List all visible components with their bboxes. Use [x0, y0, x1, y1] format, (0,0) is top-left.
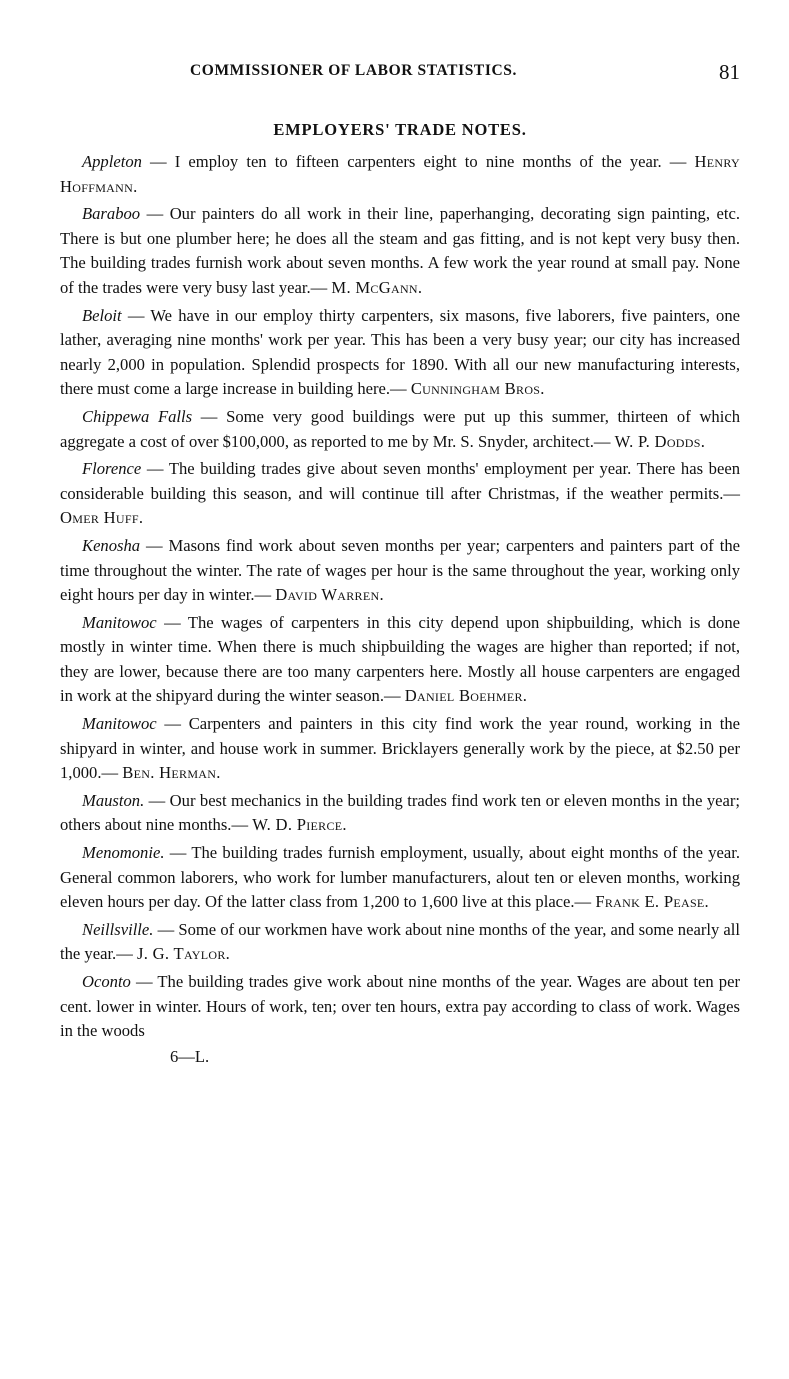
- note-place: Florence: [82, 459, 142, 479]
- note-place: Manitowoc: [82, 612, 157, 632]
- header-title: COMMISSIONER OF LABOR STATISTICS.: [190, 62, 517, 79]
- note-author: M. McGann.: [331, 277, 423, 297]
- running-header: [60, 52, 740, 92]
- note-text: Carpenters and painters in this city find work the year round, working in the shipyard in winter, and house work in summer. Bricklayers generally work by the piece, at $2.50 per 1,000.—: [60, 714, 740, 783]
- note-author: W. P. Dodds.: [614, 431, 706, 451]
- note-author: Cunningham Bros.: [410, 379, 545, 399]
- note-place: Chippewa Falls: [82, 406, 193, 426]
- note-paragraph: Oconto — The building trades give work about nine months of the year. Wages are about ten per cent. lower in winter. Hours of work, ten; over ten hours, extra pay according to class of work. Wages in the woods: [60, 972, 740, 1041]
- note-place: Kenosha: [82, 535, 141, 555]
- note-author: Daniel Boehmer.: [404, 686, 528, 706]
- note-place: Oconto: [82, 972, 131, 991]
- note-author: David Warren.: [275, 585, 384, 605]
- signature-mark: 6—L.: [170, 1046, 210, 1066]
- note-text: The building trades give about seven months' employment per year. There has been considerable building this season, and will continue till after Christmas, if the weather permits.—: [60, 459, 740, 503]
- note-place: Manitowoc: [82, 714, 157, 734]
- note-paragraph: Appleton — I employ ten to fifteen carpenters eight to nine months of the year. — Henry Hoffmann.: [60, 152, 741, 196]
- note-place: Mauston.: [82, 790, 145, 810]
- note-paragraph: Beloit — We have in our employ thirty carpenters, six masons, five laborers, five painters, one lather, averaging nine months' work per year. This has been a very busy year; our city has increased nearly 2,000 in population. Splendid prospects for 1890. With all our new manufacturing interests, there must come a large increase in building here.— Cunningham Bros.: [60, 305, 740, 399]
- note-place: Beloit: [82, 305, 122, 325]
- note-author: J. G. Taylor.: [136, 944, 231, 964]
- note-text: I employ ten to fifteen carpenters eight to nine months of the year. —: [174, 152, 687, 171]
- page-content: [60, 52, 740, 1067]
- note-place: Neillsville.: [82, 919, 154, 939]
- note-text: The wages of carpenters in this city depend upon shipbuilding, which is done mostly in winter time. When there is much shipbuilding the wages are higher than reported; if not, they are lower, because there are too many carpenters here. Mostly all house carpenters are engaged in work at the shipyard during the winter season.—: [60, 612, 740, 706]
- note-author: W. D. Pierce.: [252, 815, 347, 835]
- section-title: EMPLOYERS' TRADE NOTES.: [273, 120, 527, 139]
- note-paragraph: Baraboo — Our painters do all work in their line, paperhanging, decorating sign painting, etc. There is but one plumber here; he does all the steam and gas fitting, and is not kept very busy then. The building trades furnish work about seven months. A few work the year round at small pay. None of the trades were very busy last year.— M. McGann.: [60, 204, 740, 297]
- note-paragraph: Florence — The building trades give about seven months' employment per year. There has been considerable building this season, and will continue till after Christmas, if the weather permits.— Omer Huff.: [60, 459, 740, 528]
- note-paragraph: Manitowoc — Carpenters and painters in this city find work the year round, working in the shipyard in winter, and house work in summer. Bricklayers generally work by the piece, at $2.50 per 1,000.— Ben. Herman.: [60, 714, 740, 783]
- note-paragraph: Kenosha — Masons find work about seven months per year; carpenters and painters part of the time throughout the winter. The rate of wages per hour is the same throughout the year, working only eight hours per day in winter.— David Warren.: [60, 535, 741, 605]
- note-place: Menomonie.: [82, 843, 165, 863]
- note-text: The building trades furnish employment, usually, about eight months of the year. General common laborers, who work for lumber manufacturers, alout ten or eleven months, working eleven hours per day. Of the latter class from 1,200 to 1,600 live at this place.—: [60, 843, 740, 912]
- note-text: Some of our workmen have work about nine months of the year, and some nearly all the year.—: [60, 919, 741, 964]
- note-text: Masons find work about seven months per year; carpenters and painters part of the time throughout the winter. The rate of wages per hour is the same throughout the year, working only eight hours per day in winter.—: [60, 535, 741, 605]
- note-text: Our painters do all work in their line, paperhanging, decorating sign painting, etc. There is but one plumber here; he does all the steam and gas fitting, and is not kept very busy then. The building trades furnish work about seven months. A few work the year round at small pay. None of the trades were very busy last year.—: [60, 204, 740, 297]
- note-text: We have in our employ thirty carpenters, six masons, five laborers, five painters, one lather, averaging nine months' work per year. This has been a very busy year; our city has increased nearly 2,000 in population. Splendid prospects for 1890. With all our new manufacturing interests, there must come a large increase in building here.—: [60, 305, 740, 399]
- note-author: Omer Huff.: [60, 508, 144, 528]
- note-author: Henry Hoffmann.: [60, 152, 741, 196]
- note-text: The building trades give work about nine months of the year. Wages are about ten per cent. lower in winter. Hours of work, ten; over ten hours, extra pay according to class of work. Wages in the woods: [60, 972, 740, 1041]
- note-text: Some very good buildings were put up this summer, thirteen of which aggregate a cost of over $100,000, as reported to me by Mr. S. Snyder, architect.—: [60, 406, 740, 451]
- note-paragraph: Neillsville. — Some of our workmen have work about nine months of the year, and some nearly all the year.— J. G. Taylor.: [60, 919, 741, 964]
- note-place: Baraboo: [82, 204, 141, 224]
- note-paragraph: Mauston. — Our best mechanics in the building trades find work ten or eleven months in the year; others about nine months.— W. D. Pierce.: [60, 790, 741, 835]
- note-paragraph: Menomonie. — The building trades furnish employment, usually, about eight months of the year. General common laborers, who work for lumber manufacturers, alout ten or eleven months, working eleven hours per day. Of the latter class from 1,200 to 1,600 live at this place.— Frank E. Pease.: [60, 843, 740, 912]
- note-author: Ben. Herman.: [122, 763, 221, 783]
- page-number: 81: [719, 60, 740, 84]
- notes-list: [60, 150, 740, 1044]
- note-place: Appleton: [82, 152, 142, 171]
- note-paragraph: Chippewa Falls — Some very good buildings were put up this summer, thirteen of which aggregate a cost of over $100,000, as reported to me by Mr. S. Snyder, architect.— W. P. Dodds.: [60, 406, 740, 451]
- note-text: Our best mechanics in the building trades find work ten or eleven months in the year; others about nine months.—: [60, 790, 741, 835]
- note-paragraph: Manitowoc — The wages of carpenters in this city depend upon shipbuilding, which is done mostly in winter time. When there is much shipbuilding the wages are higher than reported; if not, they are lower, because there are too many carpenters here. Mostly all house carpenters are engaged in work at the shipyard during the winter season.— Daniel Boehmer.: [60, 612, 740, 706]
- note-author: Frank E. Pease.: [595, 892, 710, 912]
